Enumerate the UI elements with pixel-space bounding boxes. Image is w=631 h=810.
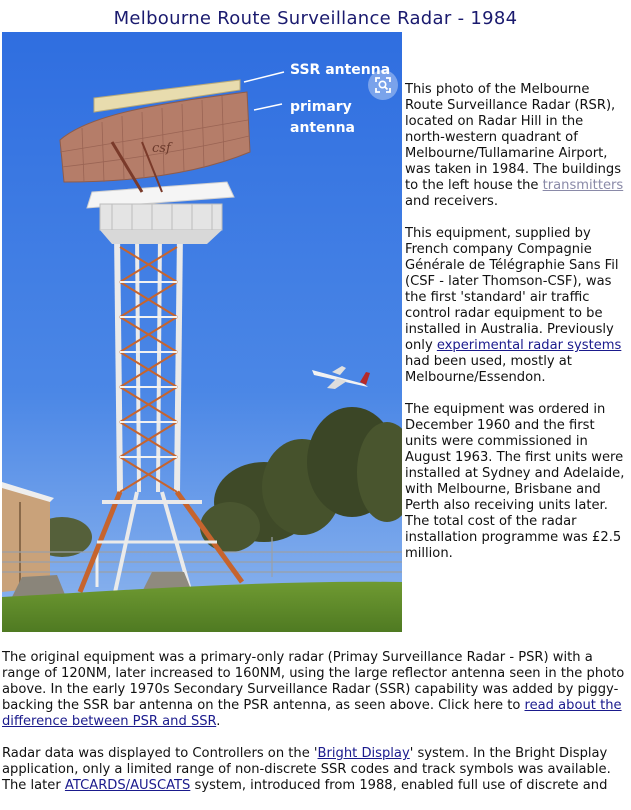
page-title: Melbourne Route Surveillance Radar - 1984: [113, 8, 518, 29]
link-bright-display[interactable]: Bright Display: [317, 746, 410, 761]
primary-antenna-label-1: primary: [290, 99, 352, 115]
side-text: [405, 82, 627, 578]
primary-antenna-label-2: antenna: [290, 120, 355, 136]
radar-photo[interactable]: [2, 32, 402, 632]
link-psr-ssr-difference[interactable]: read about the difference between PSR and SSR: [2, 698, 622, 729]
link-transmitters[interactable]: transmitters: [542, 178, 624, 193]
visual-search-icon[interactable]: [368, 70, 398, 100]
csf-logo: csf: [152, 141, 171, 156]
main-text: [2, 650, 627, 810]
link-experimental-radar-systems[interactable]: experimental radar systems: [436, 338, 622, 353]
link-atcards-auscats[interactable]: ATCARDS/AUSCATS: [64, 778, 191, 793]
equipment-building: [2, 482, 54, 592]
paragraph-psr-ssr: The original equipment was a primary-only radar (Primay Surveillance Radar - PSR) with a range of 120NM, later increased to 160NM, using the large reflector antenna seen in the photo above. In the early 1970s Secondary Surveillance Radar (SSR) capability was added by piggy-backing the SSR bar antenna on the PSR antenna, as seen above. Click here to read about the difference between PSR and SSR.: [2, 650, 625, 729]
antenna-platform: [87, 182, 234, 244]
paragraph-bright-display: Radar data was displayed to Controllers on the 'Bright Display' system. In the Bright Display application, only a limited range of non-discrete SSR codes and track symbols was available. The later ATCARDS/AUSCATS system, introduced from 1988, enabled full use of discrete and: [2, 746, 611, 793]
radar-photo-image: [2, 32, 402, 632]
ssr-antenna-label: SSR antenna: [290, 62, 391, 78]
paragraph-equipment-supplier: This equipment, supplied by French company Compagnie Générale de Télégraphie Sans Fil (CSF - later Thomson-CSF), was the first 'standard' air traffic control radar equipment to be installed in Australia. Previously only experimental radar systems had been used, mostly at Melbourne/Essendon.: [405, 226, 622, 385]
paragraph-order-history: The equipment was ordered in December 1960 and the first units were commissioned in August 1963. The first units were installed at Sydney and Adelaide, with Melbourne, Brisbane and Perth also receiving units later. The total cost of the radar installation programme was £2.5 million.: [405, 402, 625, 561]
paragraph-photo-description: This photo of the Melbourne Route Surveillance Radar (RSR), located on Radar Hill in the north-western quadrant of Melbourne/Tullamarine Airport, was taken in 1984. The buildings to the left house the transmitters and receivers.: [405, 82, 624, 209]
